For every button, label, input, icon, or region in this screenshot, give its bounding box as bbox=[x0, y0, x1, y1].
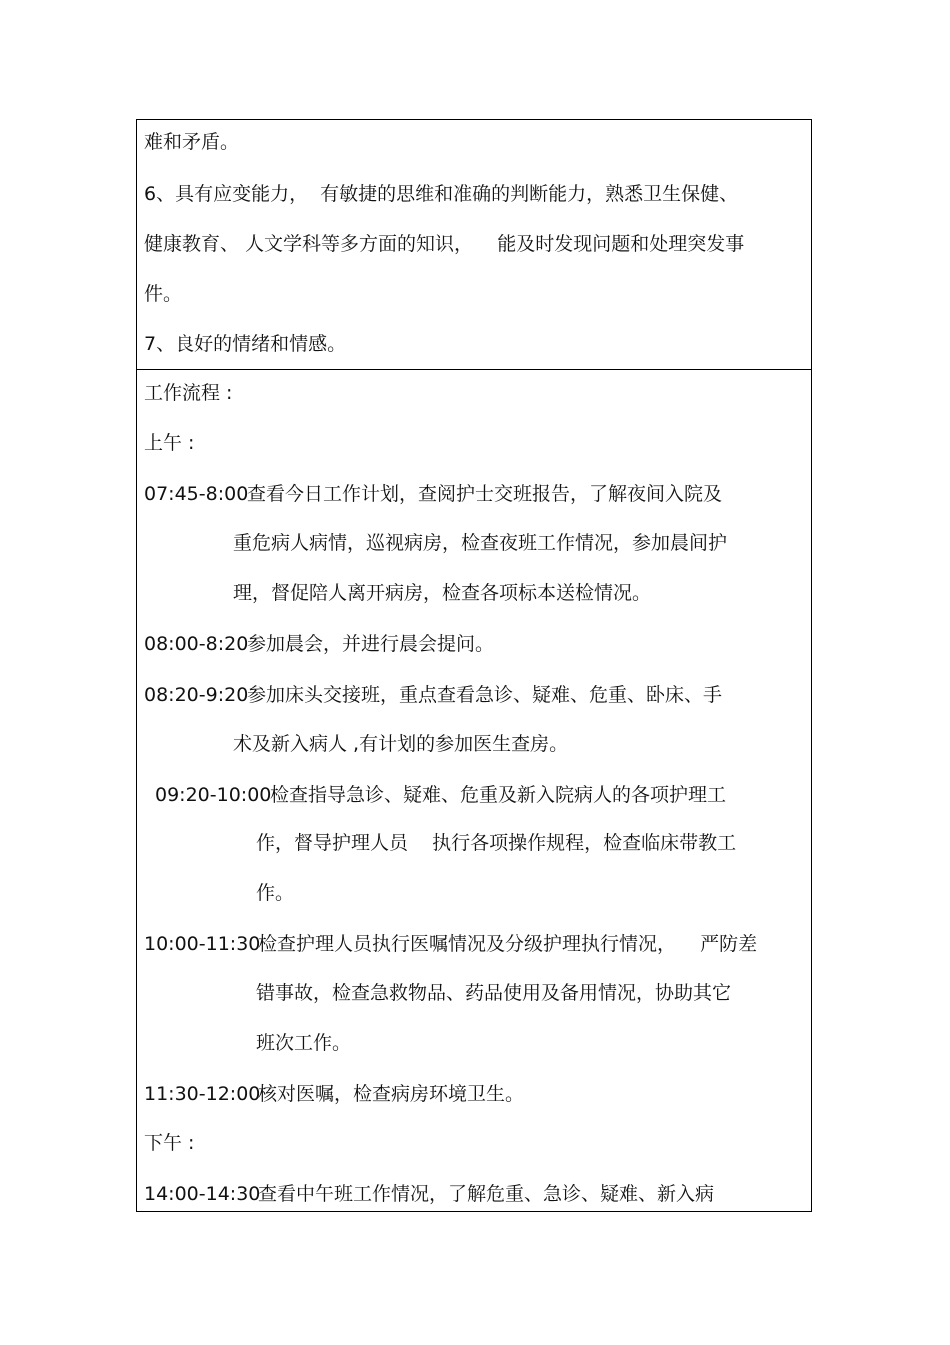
schedule-text: 参加晨会，并进行晨会提问。 bbox=[247, 633, 495, 655]
cell1-line-3: 健康教育、 人文学科等多方面的知识， 能及时发现问题和处理突发事 bbox=[144, 233, 745, 255]
schedule-text: 检查指导急诊、疑难、危重及新入院病人的各项护理工 bbox=[270, 784, 727, 806]
schedule-text: 错事故，检查急救物品、药品使用及备用情况，协助其它 bbox=[256, 982, 732, 1004]
schedule-text: 作，督导护理人员 执行各项操作规程，检查临床带教工 bbox=[256, 832, 737, 854]
schedule-text: 理，督促陪人离开病房，检查各项标本送检情况。 bbox=[233, 582, 652, 604]
cell1-line-1: 难和矛盾。 bbox=[144, 131, 240, 153]
row-divider bbox=[137, 369, 811, 370]
schedule-text: 参加床头交接班，重点查看急诊、疑难、危重、卧床、手 bbox=[247, 684, 723, 706]
content-table bbox=[136, 119, 812, 1212]
schedule-time: 11:30-12:00 bbox=[144, 1083, 261, 1105]
schedule-text: 检查护理人员执行医嘱情况及分级护理执行情况， 严防差 bbox=[258, 933, 758, 955]
schedule-text: 核对医嘱，检查病房环境卫生。 bbox=[258, 1083, 525, 1105]
schedule-time: 10:00-11:30 bbox=[144, 933, 261, 955]
afternoon-heading: 下午 : bbox=[144, 1132, 195, 1154]
cell1-line-5: 7、良好的情绪和情感。 bbox=[144, 333, 347, 355]
schedule-time: 08:00-8:20 bbox=[144, 633, 249, 655]
schedule-text: 术及新入病人 ,有计划的参加医生查房。 bbox=[233, 733, 569, 755]
schedule-text: 查看中午班工作情况，了解危重、急诊、疑难、新入病 bbox=[258, 1183, 715, 1205]
schedule-time: 09:20-10:00 bbox=[155, 784, 272, 806]
schedule-time: 14:00-14:30 bbox=[144, 1183, 261, 1205]
schedule-time: 07:45-8:00 bbox=[144, 483, 249, 505]
workflow-heading: 工作流程 : bbox=[144, 382, 233, 404]
cell1-line-2: 6、具有应变能力， 有敏捷的思维和准确的判断能力，熟悉卫生保健、 bbox=[144, 183, 739, 205]
schedule-time: 08:20-9:20 bbox=[144, 684, 249, 706]
schedule-text: 班次工作。 bbox=[256, 1032, 352, 1054]
schedule-text: 重危病人病情，巡视病房，检查夜班工作情况，参加晨间护 bbox=[233, 532, 728, 554]
cell1-line-4: 件。 bbox=[144, 283, 183, 305]
schedule-text: 作。 bbox=[256, 882, 295, 904]
morning-heading: 上午 : bbox=[144, 432, 195, 454]
schedule-text: 查看今日工作计划，查阅护士交班报告，了解夜间入院及 bbox=[247, 483, 723, 505]
